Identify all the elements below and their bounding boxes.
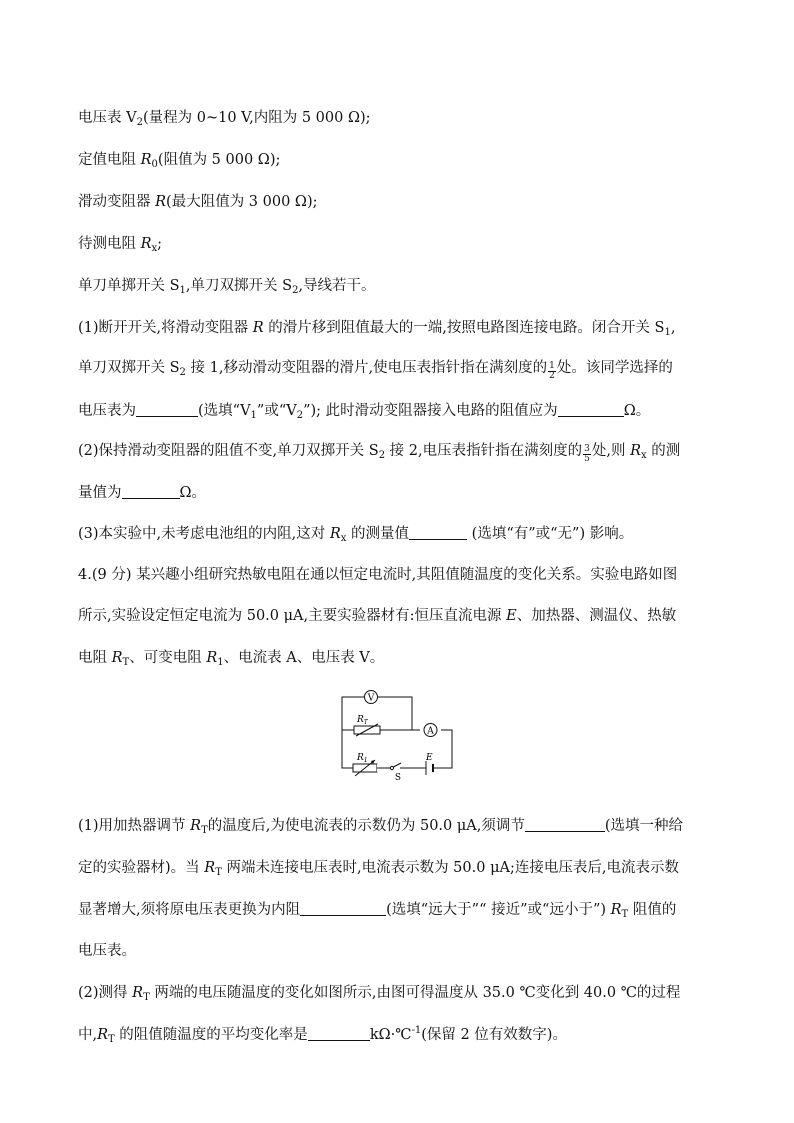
question-2-line-2: 量值为 Ω。 <box>78 485 207 501</box>
question-3: (3)本实验中,未考虑电池组的内阻,这对 $R_x$ 的测量值 (选填“有”或“无”) 影响。 <box>78 526 634 544</box>
question-4-1-line-4: 电压表。 <box>78 943 136 959</box>
answer-blank-rate-of-change[interactable] <box>308 1025 370 1041</box>
question-1-line-2: 单刀双掷开关 $S_2$ 接 1,移动滑动变阻器的滑片,使电压表指针指在满刻度的 $\frac{1}{2}$ 处。该同学选择的 <box>78 360 673 381</box>
item-unknown-resistor-rx: 待测电阻 $R_x$; <box>78 236 163 254</box>
circuit-diagram <box>338 688 458 780</box>
question-1-line-3: 电压表为 (选填“$V_1$”或“$V_2$”); 此时滑动变阻器接入电路的阻值应为 Ω。 <box>78 403 651 421</box>
problem-4-line-3: 电阻 $R_T$、可变电阻 $R_1$、电流表 A、电压表 V。 <box>78 650 385 668</box>
emf-label: E <box>426 753 433 763</box>
switch-contact-icon <box>390 766 393 769</box>
thermistor-label: $R_T$ <box>357 715 368 726</box>
question-4-1-line-3: 显著增大,须将原电压表更换为内阻 (选填“远大于”“ 接近”或“远小于”) $R_T$ 阻值的 <box>78 902 677 920</box>
question-4-1-line-2: 定的实验器材)。当 $R_T$ 两端未连接电压表时,电流表示数为 50.0 μA;连接电压表后,电流表示数 <box>78 860 679 878</box>
fraction-one-half: $\frac{1}{2}$ <box>549 361 555 381</box>
fraction-three-fifths: $\frac{3}{5}$ <box>584 444 590 464</box>
answer-blank-effect[interactable] <box>409 524 467 540</box>
question-4-2-line-2: 中$,R_T$ 的阻值随温度的平均变化率是 kΩ·℃$^{-1}$(保留 2 位有效数字)。 <box>78 1025 567 1045</box>
answer-blank-internal-resistance[interactable] <box>300 900 386 916</box>
ammeter-label: A <box>427 726 434 737</box>
answer-blank-voltmeter[interactable] <box>136 401 198 417</box>
item-fixed-resistor-r0: 定值电阻 $R_0$(阻值为 5 000 Ω); <box>78 152 281 170</box>
item-sliding-rheostat: 滑动变阻器 R(最大阻值为 3 000 Ω); <box>78 194 318 210</box>
question-2-line-1: (2)保持滑动变阻器的阻值不变,单刀双掷开关 $S_2$ 接 2,电压表指针指在满刻度的 $\frac{3}{5}$ 处,则 $R_x$ 的测 <box>78 443 681 464</box>
problem-4-line-1: 4.(9 分) 某兴趣小组研究热敏电阻在通以恒定电流时,其阻值随温度的变化关系。实验电路如图 <box>78 567 678 583</box>
item-voltmeter-v2: 电压表 $V_2$(量程为 0~10 V,内阻为 5 000 Ω); <box>78 110 371 128</box>
variable-resistor-label: $R_1$ <box>357 753 368 764</box>
problem-4-line-2: 所示,实验设定恒定电流为 50.0 μA,主要实验器材有:恒压直流电源 E、加热器、测温仪、热敏 <box>78 608 677 624</box>
item-switches: 单刀单掷开关 $S_1$,单刀双掷开关 $S_2$,导线若干。 <box>78 278 376 296</box>
switch-label: S <box>394 773 402 780</box>
switch-icon <box>394 763 402 767</box>
answer-blank-adjust-equipment[interactable] <box>525 816 605 832</box>
question-1-line-1: (1)断开开关,将滑动变阻器 R 的滑片移到阻值最大的一端,按照电路图连接电路。闭合开关 $S_1$, <box>78 320 676 338</box>
question-4-1-line-1: (1)用加热器调节 $R_T$的温度后,为使电流表的示数仍为 50.0 μA,须调节 (选填一种给 <box>78 818 684 836</box>
answer-blank-rx-value[interactable] <box>122 483 180 499</box>
question-4-2-line-1: (2)测得 $R_T$ 两端的电压随温度的变化如图所示,由图可得温度从 35.0 ℃变化到 40.0 ℃的过程 <box>78 985 681 1003</box>
voltmeter-label: V <box>367 693 375 704</box>
answer-blank-rheostat-resistance[interactable] <box>558 401 624 417</box>
